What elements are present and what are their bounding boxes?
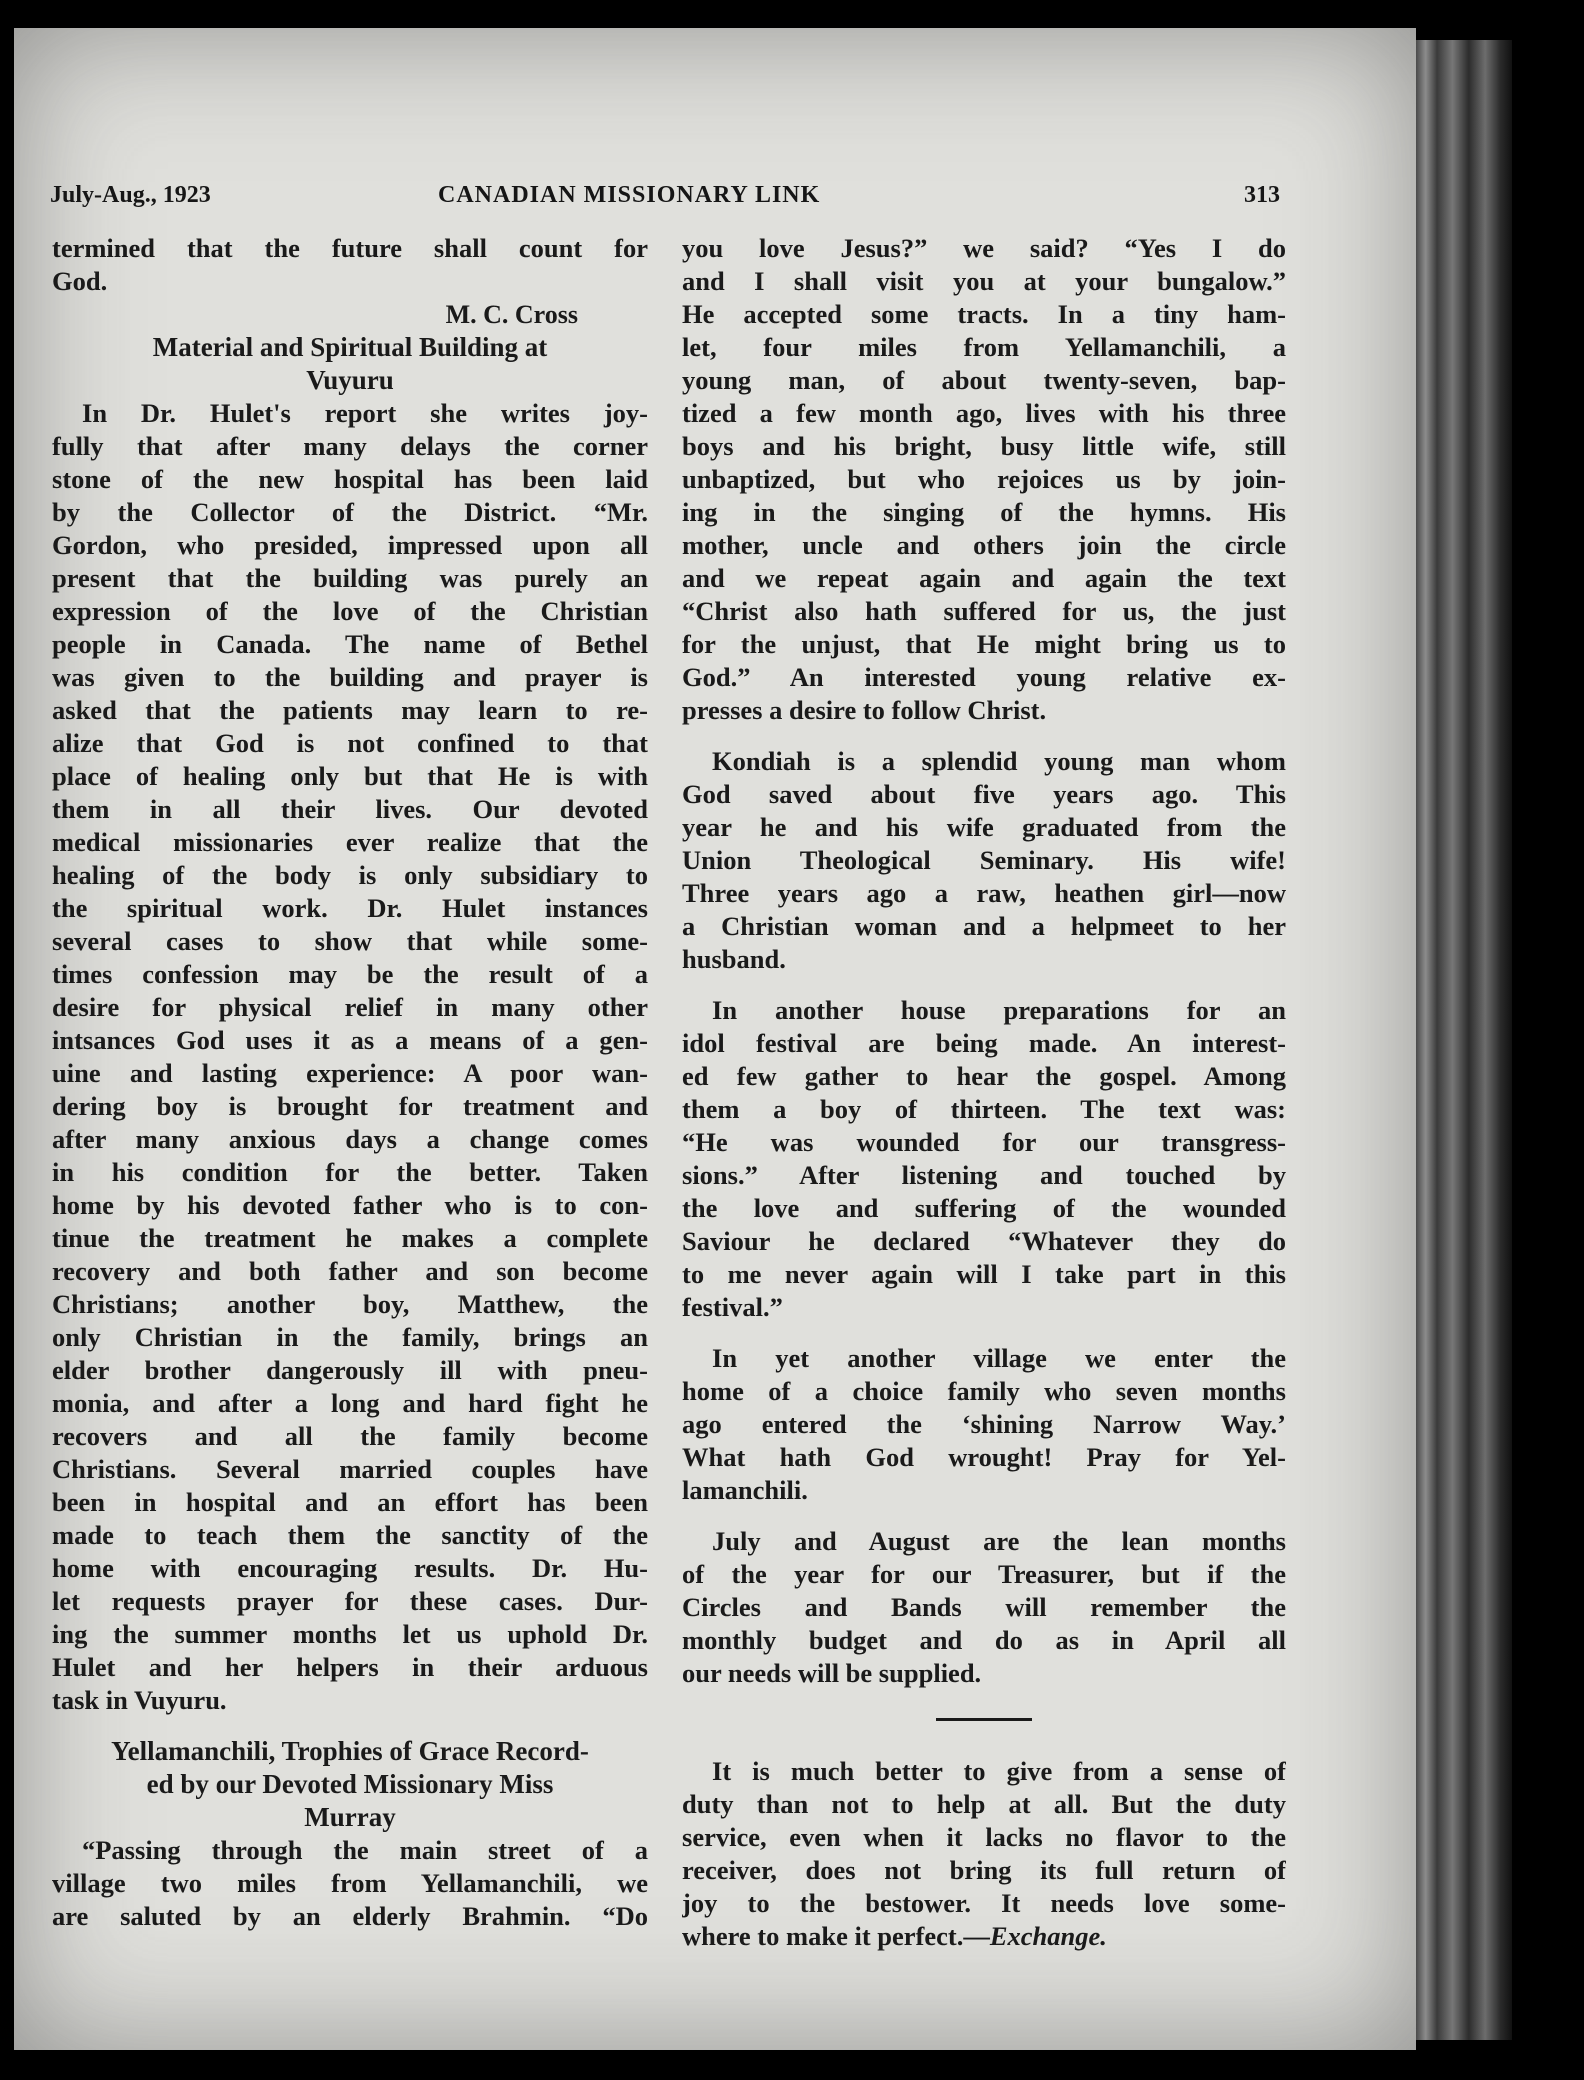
text-line: Hulet and her helpers in their arduous [52,1652,648,1682]
text-line: idol festival are being made. An interest- [682,1028,1286,1058]
text-line: expression of the love of the Christian [52,596,648,626]
text-line: for the unjust, that He might bring us to [682,629,1286,659]
text-line: to me never again will I take part in this [682,1259,1286,1289]
text-line: termined that the future shall count for [52,233,648,263]
article-heading-yellamanchili [52,1735,648,1834]
page-number: 313 [1244,182,1280,208]
text-line: tized a few month ago, lives with his three [682,398,1286,428]
quote-source: Exchange. [989,1921,1107,1951]
text-line: “Christ also hath suffered for us, the just [682,596,1286,626]
text-line: times confession may be the result of a [52,959,648,989]
article-heading-vuyuru [52,331,648,397]
text-line: only Christian in the family, brings an [52,1322,648,1352]
text-line: been in hospital and an effort has been [52,1487,648,1517]
text-line: unbaptized, but who rejoices us by join- [682,464,1286,494]
text-line: home by his devoted father who is to con- [52,1190,648,1220]
text-line: after many anxious days a change comes [52,1124,648,1154]
text-line: Christians. Several married couples have [52,1454,648,1484]
text-line: people in Canada. The name of Bethel [52,629,648,659]
text-line: ed by our Devoted Missionary Miss [146,1769,554,1799]
text-line: ago entered the ‘shining Narrow Way.’ [682,1409,1286,1439]
magazine-title: CANADIAN MISSIONARY LINK [438,182,821,208]
signature: M. C. Cross [445,300,578,329]
text-line: monia, and after a long and hard fight he [52,1388,648,1418]
text-line: God. [52,266,108,296]
text-line: duty than not to help at all. But the duty [682,1789,1286,1819]
section-divider [936,1718,1032,1721]
text-line: husband. [682,944,786,974]
text-line: “Passing through the main street of a [82,1835,648,1865]
text-line: God saved about five years ago. This [682,779,1286,809]
text-line: home of a choice family who seven months [682,1376,1286,1406]
text-line: them a boy of thirteen. The text was: [682,1094,1286,1124]
text-line: Circles and Bands will remember the [682,1592,1286,1622]
intro-paragraph [52,232,648,298]
text-line: presses a desire to follow Christ. [682,695,1047,725]
text-line: elder brother dangerously ill with pneu- [52,1355,648,1385]
paragraph-idol-festival [682,994,1286,1324]
text-line: Material and Spiritual Building at [152,332,548,362]
text-line: recovery and both father and son become [52,1256,648,1286]
text-line: Yellamanchili, Trophies of Grace Record- [111,1736,589,1766]
text-line: In yet another village we enter the [712,1343,1286,1373]
text-line: festival.” [682,1292,783,1322]
text-line: several cases to show that while some- [52,926,648,956]
text-line: was given to the building and prayer is [52,662,648,692]
text-line: place of healing only but that He is with [52,761,648,791]
paragraph-choice-family [682,1342,1286,1507]
text-line: tinue the treatment he makes a complete [52,1223,648,1253]
text-line: village two miles from Yellamanchili, we [52,1868,648,1898]
text-line: receiver, does not bring its full return of [682,1855,1286,1885]
text-line: It is much better to give from a sense of [712,1756,1286,1786]
text-line: In another house preparations for an [712,995,1286,1025]
text-line: Christians; another boy, Matthew, the [52,1289,648,1319]
text-line: ed few gather to hear the gospel. Among [682,1061,1286,1091]
text-line: by the Collector of the District. “Mr. [52,497,648,527]
text-line: our needs will be supplied. [682,1658,982,1688]
text-line: Three years ago a raw, heathen girl—now [682,878,1286,908]
paragraph-continued [682,232,1286,727]
text-line: dering boy is brought for treatment and [52,1091,648,1121]
issue-date: July-Aug., 1923 [50,182,211,208]
text-line: alize that God is not confined to that [52,728,648,758]
text-line: a Christian woman and a helpmeet to her [682,911,1286,941]
text-line: What hath God wrought! Pray for Yel- [682,1442,1286,1472]
text-line: and we repeat again and again the text [682,563,1286,593]
text-line: made to teach them the sanctity of the [52,1520,648,1550]
text-line: task in Vuyuru. [52,1685,227,1715]
text-line: of the year for our Treasurer, but if the [682,1559,1286,1589]
text-line: year he and his wife graduated from the [682,812,1286,842]
text-line: recovers and all the family become [52,1421,648,1451]
text-line: the love and suffering of the wounded [682,1193,1286,1223]
text-line: let requests prayer for these cases. Dur- [52,1586,648,1616]
text-line: desire for physical relief in many other [52,992,648,1022]
text-line: and I shall visit you at your bungalow.” [682,266,1286,296]
text-line: He accepted some tracts. In a tiny ham- [682,299,1286,329]
text-line: let, four miles from Yellamanchili, a [682,332,1286,362]
text-line: Murray [304,1802,396,1832]
text-line: uine and lasting experience: A poor wan- [52,1058,648,1088]
text-line: July and August are the lean months [712,1526,1286,1556]
right-column [682,232,1286,1953]
text-line: intsances God uses it as a means of a gen- [52,1025,648,1055]
text-line: lamanchili. [682,1475,808,1505]
text-line: medical missionaries ever realize that the [52,827,648,857]
paragraph-vuyuru [52,397,648,1717]
running-header [50,182,1280,218]
text-line: Kondiah is a splendid young man whom [712,746,1286,776]
text-line: joy to the bestower. It needs love some- [682,1888,1286,1918]
text-line: where to make it perfect.—Exchange. [682,1921,1107,1951]
paragraph-kondiah [682,745,1286,976]
text-line: Vuyuru [306,365,394,395]
text-line: monthly budget and do as in April all [682,1625,1286,1655]
book-page-edges [1416,40,1512,2040]
text-line: fully that after many delays the corner [52,431,648,461]
text-line: Gordon, who presided, impressed upon all [52,530,648,560]
text-line: ing the summer months let us uphold Dr. [52,1619,648,1649]
text-line: Saviour he declared “Whatever they do [682,1226,1286,1256]
text-line: the spiritual work. Dr. Hulet instances [52,893,648,923]
text-line: ing in the singing of the hymns. His [682,497,1286,527]
text-line: “He was wounded for our transgress- [682,1127,1286,1157]
text-line: young man, of about twenty-seven, bap- [682,365,1286,395]
text-line: them in all their lives. Our devoted [52,794,648,824]
text-line: Union Theological Seminary. His wife! [682,845,1286,875]
text-line: healing of the body is only subsidiary to [52,860,648,890]
text-line: boys and his bright, busy little wife, still [682,431,1286,461]
text-line: home with encouraging results. Dr. Hu- [52,1553,648,1583]
text-line: service, even when it lacks no flavor to the [682,1822,1286,1852]
text-line: are saluted by an elderly Brahmin. “Do [52,1901,648,1931]
text-line: sions.” After listening and touched by [682,1160,1286,1190]
text-line: in his condition for the better. Taken [52,1157,648,1187]
paragraph-duty [682,1755,1286,1953]
paragraph-treasurer [682,1525,1286,1690]
text-line: you love Jesus?” we said? “Yes I do [682,233,1286,263]
text-line: asked that the patients may learn to re- [52,695,648,725]
text-line: mother, uncle and others join the circle [682,530,1286,560]
text-line: stone of the new hospital has been laid [52,464,648,494]
text-line: present that the building was purely an [52,563,648,593]
left-column [52,232,648,1933]
text-line: In Dr. Hulet's report she writes joy- [82,398,648,428]
paragraph-yellamanchili-start [52,1834,648,1933]
text-line: God.” An interested young relative ex- [682,662,1286,692]
